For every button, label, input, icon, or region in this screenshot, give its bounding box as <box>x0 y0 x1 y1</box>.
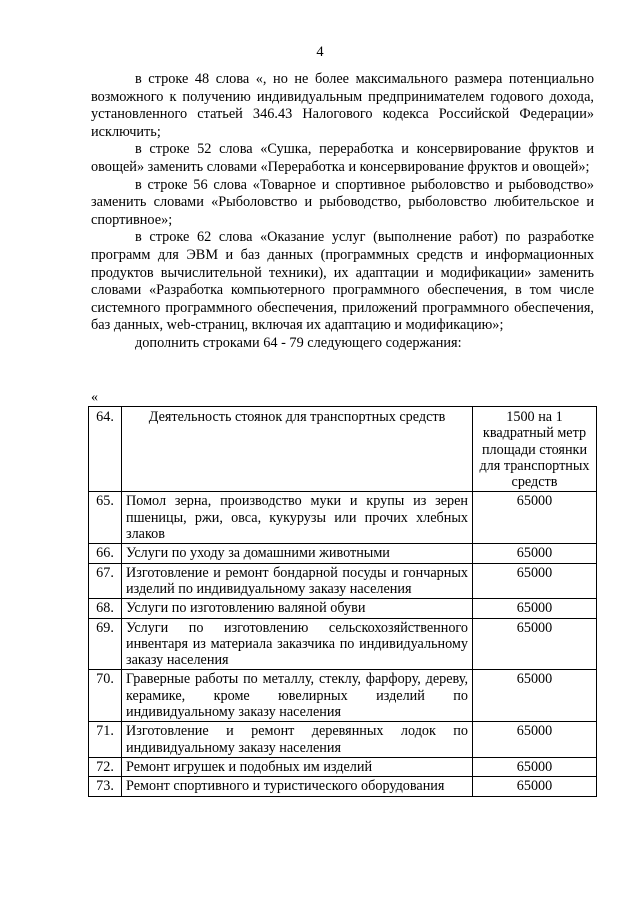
row-rate: 65000 <box>473 722 597 758</box>
row-number: 67. <box>89 563 122 599</box>
table-row <box>89 599 597 618</box>
row-number: 66. <box>89 544 122 563</box>
row-rate: 65000 <box>473 670 597 722</box>
row-rate: 65000 <box>473 544 597 563</box>
row-number: 71. <box>89 722 122 758</box>
table-row <box>89 670 597 722</box>
table-row <box>89 492 597 544</box>
page-number: 4 <box>316 44 324 60</box>
row-description: Изготовление и ремонт деревянных лодок по индивидуальному заказу населения <box>122 722 473 758</box>
row-description: Деятельность стоянок для транспортных средств <box>122 407 473 492</box>
table-row <box>89 757 597 776</box>
table-row <box>89 544 597 563</box>
row-description: Изготовление и ремонт бондарной посуды и гончарных изделий по индивидуальному заказу населения <box>122 563 473 599</box>
row-rate: 65000 <box>473 563 597 599</box>
row-number: 72. <box>89 757 122 776</box>
row-number: 73. <box>89 777 122 796</box>
table-row <box>89 722 597 758</box>
paragraph-line-52: в строке 52 слова «Сушка, переработка и консервирование фруктов и овощей» заменить словами «Переработка и консервирование фруктов и овощей»; <box>91 141 594 175</box>
table-row <box>89 777 597 796</box>
row-description: Граверные работы по металлу, стеклу, фарфору, дереву, керамике, кроме ювелирных изделий по индивидуальному заказу населения <box>122 670 473 722</box>
row-rate: 65000 <box>473 618 597 670</box>
row-rate: 1500 на 1 квадратный метр площади стоянки для транспортных средств <box>473 407 597 492</box>
table-row <box>89 407 597 492</box>
row-description: Услуги по изготовлению валяной обуви <box>122 599 473 618</box>
row-number: 69. <box>89 618 122 670</box>
opening-quote: « <box>91 390 98 405</box>
paragraph-line-48: в строке 48 слова «, но не более максимального размера потенциально возможного к получению индивидуальным предпринимателем годового дохода, установленного статьей 346.43 Налогового кодекса Российской Федерации» исключить; <box>91 71 594 140</box>
amendment-text <box>91 71 594 353</box>
table-row <box>89 563 597 599</box>
table-row <box>89 618 597 670</box>
row-rate: 65000 <box>473 777 597 796</box>
row-rate: 65000 <box>473 492 597 544</box>
row-description: Ремонт спортивного и туристического оборудования <box>122 777 473 796</box>
row-description: Ремонт игрушек и подобных им изделий <box>122 757 473 776</box>
paragraph-line-56: в строке 56 слова «Товарное и спортивное рыболовство и рыбоводство» заменить словами «Рыболовство и рыбоводство, рыболовство любительское и спортивное»; <box>91 176 594 228</box>
row-rate: 65000 <box>473 599 597 618</box>
activities-table <box>88 406 597 797</box>
row-description: Услуги по уходу за домашними животными <box>122 544 473 563</box>
paragraph-add-lines: дополнить строками 64 - 79 следующего содержания: <box>135 334 462 351</box>
row-number: 68. <box>89 599 122 618</box>
row-rate: 65000 <box>473 757 597 776</box>
row-number: 70. <box>89 670 122 722</box>
row-number: 64. <box>89 407 122 492</box>
row-description: Помол зерна, производство муки и крупы из зерен пшеницы, ржи, овса, кукурузы или прочих хлебных злаков <box>122 492 473 544</box>
row-number: 65. <box>89 492 122 544</box>
row-description: Услуги по изготовлению сельскохозяйственного инвентаря из материала заказчика по индивидуальному заказу населения <box>122 618 473 670</box>
paragraph-line-62: в строке 62 слова «Оказание услуг (выполнение работ) по разработке программ для ЭВМ и баз данных (программных средств и информационных продуктов вычислительной техники), их адаптации и модификации» заменить словами «Разработка компьютерного программного обеспечения, в том числе системного программного обеспечения, приложений программного обеспечения, баз данных, web-страниц, включая их адаптацию и модификацию»; <box>91 229 594 334</box>
